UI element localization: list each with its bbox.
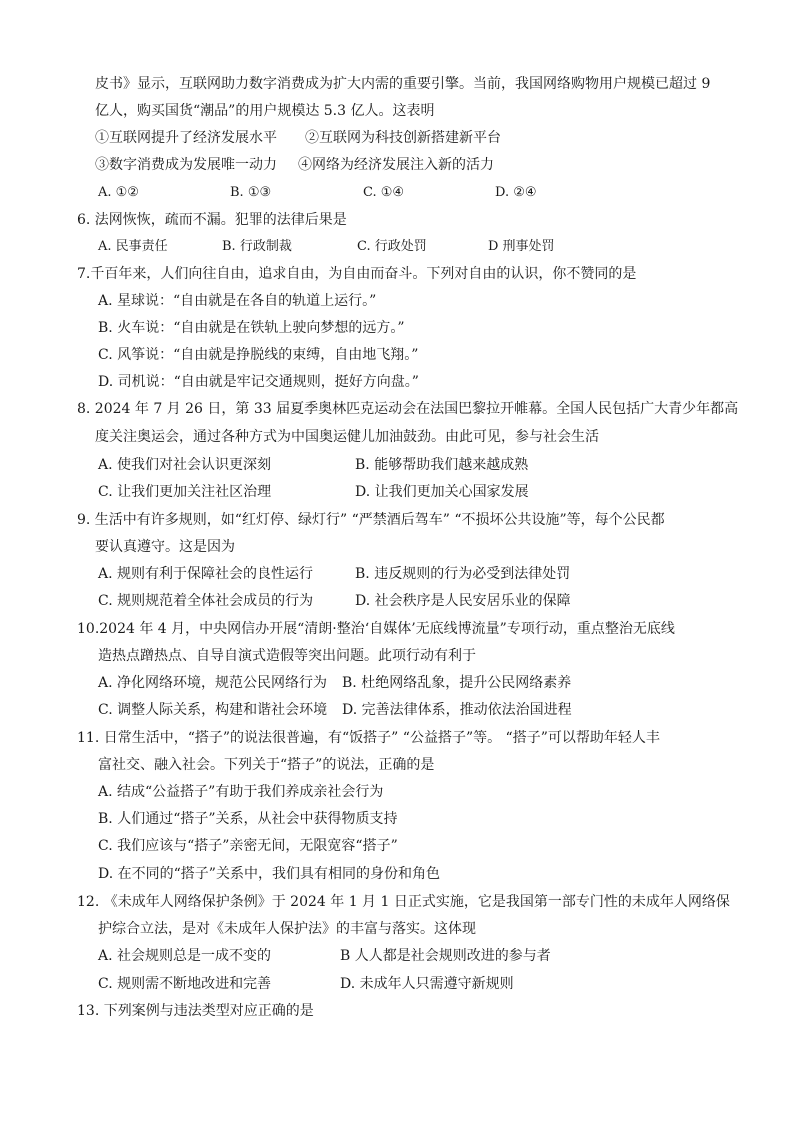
q9-option-c: C. 规则规范着全体社会成员的行为	[98, 593, 314, 609]
q12-option-c: C. 规则需不断地改进和完善	[98, 976, 272, 992]
q8-option-a: A. 使我们对社会认识更深刻	[98, 457, 272, 473]
q11-stem-line2: 富社交、融入社会。下列关于“搭子”的说法，正确的是	[98, 757, 435, 773]
q12-option-a: A. 社会规则总是一成不变的	[98, 948, 272, 964]
q6-stem: 6. 法网恢恢，疏而不漏。犯罪的法律后果是	[77, 212, 347, 228]
q5-statement-2: ②互联网为科技创新搭建新平台	[305, 130, 501, 146]
q9-option-b: B. 违反规则的行为必受到法律处罚	[355, 566, 571, 582]
q9-option-a: A. 规则有利于保障社会的良性运行	[98, 566, 314, 582]
q10-option-c: C. 调整人际关系，构建和谐社会环境	[98, 702, 328, 718]
q5-stem-line2: 亿人，购买国货“潮品”的用户规模达 5.3 亿人。这表明	[95, 103, 435, 119]
q7-stem: 7.千百年来，人们向往自由，追求自由，为自由而奋斗。下列对自由的认识，你不赞同的是	[77, 266, 637, 282]
q5-option-c: C. ①④	[363, 185, 405, 200]
q12-option-d: D. 未成年人只需遵守新规则	[340, 976, 514, 992]
q10-stem-line1: 10.2024 年 4 月，中央网信办开展“清朗·整治‘自媒体’无底线博流量”专项行动，重点整治无底线	[77, 621, 675, 637]
q7-option-b: B. 火车说：“自由就是在铁轨上驶向梦想的远方。”	[98, 320, 405, 336]
q6-option-b: B. 行政制裁	[222, 239, 292, 254]
q8-option-d: D. 让我们更加关心国家发展	[355, 484, 529, 500]
q9-stem-line1: 9. 生活中有许多规则，如“红灯停、绿灯行” “严禁酒后驾车” “不损坏公共设施”等，每个公民都	[77, 512, 665, 528]
q6-option-a: A. 民事责任	[98, 239, 168, 254]
q7-option-d: D. 司机说：“自由就是牢记交通规则，挺好方向盘。”	[98, 374, 419, 390]
q8-option-b: B. 能够帮助我们越来越成熟	[355, 457, 529, 473]
q6-option-c: C. 行政处罚	[357, 239, 427, 254]
q11-stem-line1: 11. 日常生活中，“搭子”的说法很普遍，有“饭搭子” “公益搭子”等。 “搭子”可以帮助年轻人丰	[77, 730, 660, 746]
q12-stem-line1: 12. 《未成年人网络保护条例》于 2024 年 1 月 1 日正式实施，它是我国第一部专门性的未成年人网络保	[77, 894, 730, 910]
q12-option-b: B 人人都是社会规则改进的参与者	[340, 948, 551, 964]
q5-option-a: A. ①②	[98, 185, 139, 200]
q6-option-d: D 刑事处罚	[488, 239, 555, 254]
q11-option-c: C. 我们应该与“搭子”亲密无间，无限宽容“搭子”	[98, 838, 398, 854]
q11-option-d: D. 在不同的“搭子”关系中，我们具有相同的身份和角色	[98, 866, 440, 882]
q5-statement-4: ④网络为经济发展注入新的活力	[298, 157, 494, 173]
q10-option-b: B. 杜绝网络乱象，提升公民网络素养	[342, 675, 572, 691]
q8-option-c: C. 让我们更加关注社区治理	[98, 484, 272, 500]
q5-statement-1: ①互联网提升了经济发展水平	[95, 130, 277, 146]
q9-option-d: D. 社会秩序是人民安居乐业的保障	[355, 593, 571, 609]
q10-option-d: D. 完善法律体系，推动依法治国进程	[342, 702, 572, 718]
q5-option-d: D. ②④	[495, 185, 537, 200]
q10-option-a: A. 净化网络环境，规范公民网络行为	[98, 675, 328, 691]
q12-stem-line2: 护综合立法，是对《未成年人保护法》的丰富与落实。这体现	[98, 921, 476, 937]
q5-statement-3: ③数字消费成为发展唯一动力	[95, 157, 277, 173]
q11-option-a: A. 结成“公益搭子”有助于我们养成亲社会行为	[98, 784, 384, 800]
q7-option-a: A. 星球说：“自由就是在各自的轨道上运行。”	[98, 293, 377, 309]
q8-stem-line2: 度关注奥运会，通过各种方式为中国奥运健儿加油鼓劲。由此可见，参与社会生活	[95, 429, 599, 445]
q8-stem-line1: 8. 2024 年 7 月 26 日，第 33 届夏季奥林匹克运动会在法国巴黎拉开帷幕。全国人民包括广大青少年都高	[77, 401, 739, 417]
q7-option-c: C. 风筝说：“自由就是挣脱线的束缚，自由地飞翔。”	[98, 347, 419, 363]
q9-stem-line2: 要认真遵守。这是因为	[95, 539, 235, 555]
q5-stem-line1: 皮书》显示，互联网助力数字消费成为扩大内需的重要引擎。当前，我国网络购物用户规模已超过 9	[95, 76, 711, 92]
q10-stem-line2: 造热点蹭热点、自导自演式造假等突出问题。此项行动有利于	[98, 648, 476, 664]
q5-option-b: B. ①③	[230, 185, 272, 200]
q13-stem: 13. 下列案例与违法类型对应正确的是	[77, 1003, 314, 1019]
q11-option-b: B. 人们通过“搭子”关系，从社会中获得物质支持	[98, 811, 398, 827]
